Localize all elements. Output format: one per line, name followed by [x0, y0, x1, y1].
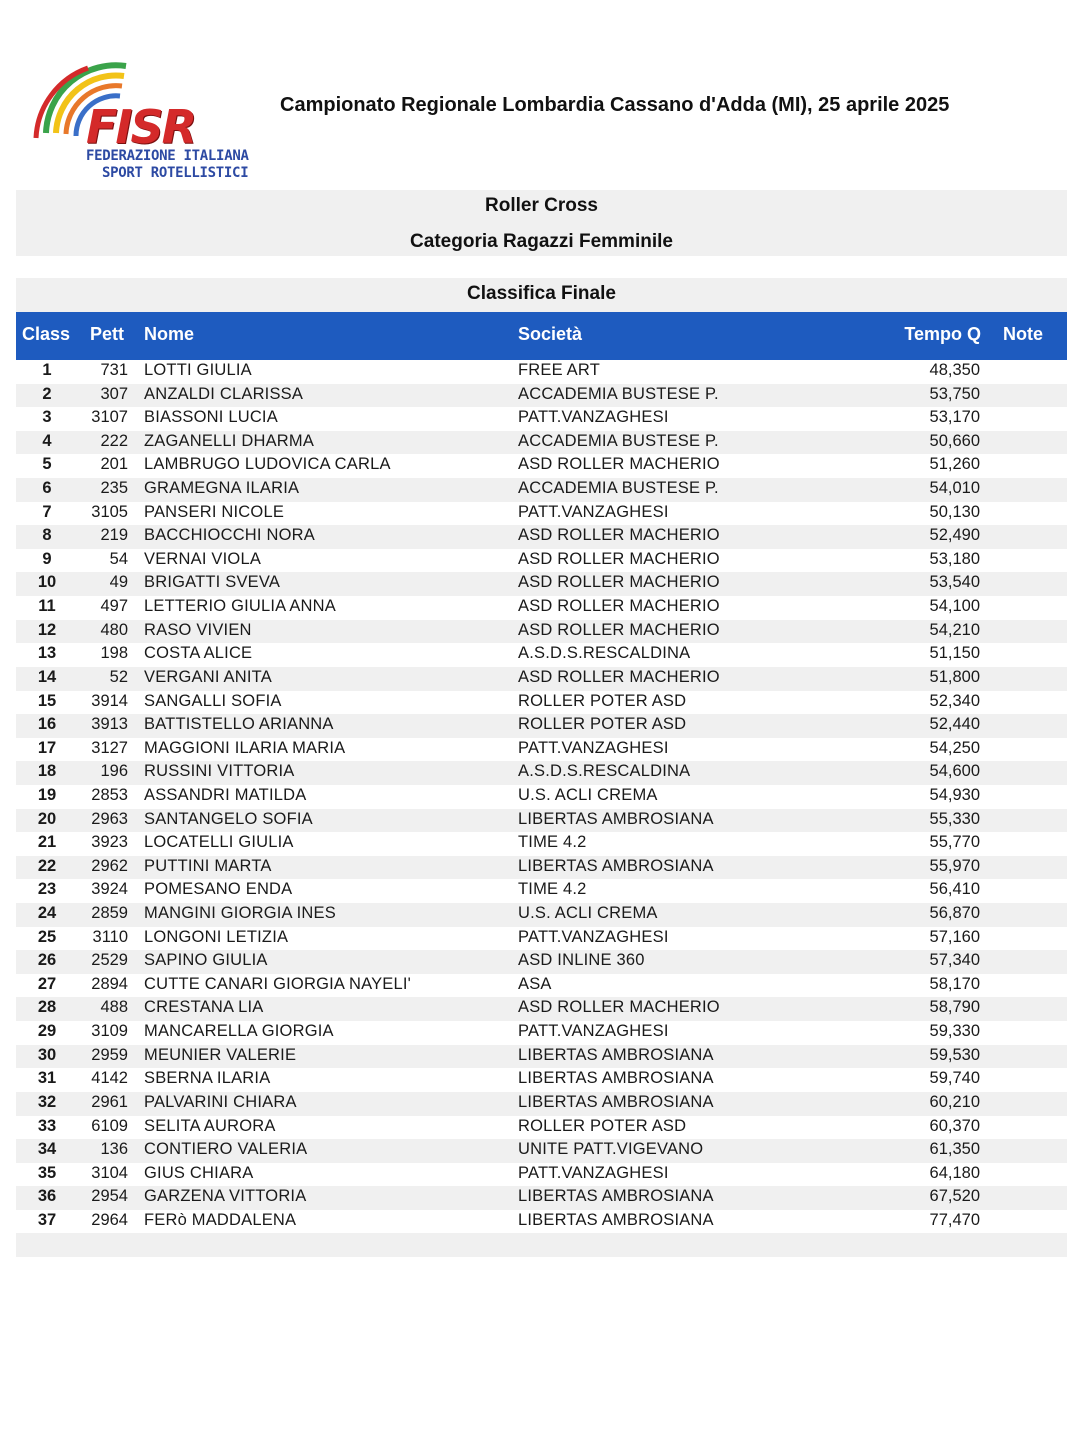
cell-nome: PUTTINI MARTA — [144, 856, 272, 875]
cell-nome: ASSANDRI MATILDA — [144, 785, 307, 804]
table-row — [16, 974, 1067, 998]
table-row — [16, 454, 1067, 478]
cell-nome: SANTANGELO SOFIA — [144, 809, 313, 828]
cell-nome: MEUNIER VALERIE — [144, 1045, 297, 1064]
table-row — [16, 572, 1067, 596]
cell-societa: ASD ROLLER MACHERIO — [518, 667, 720, 686]
table-row — [16, 832, 1067, 856]
cell-pett: 2529 — [91, 951, 128, 970]
cell-class: 32 — [37, 1092, 57, 1111]
table-row — [16, 1210, 1067, 1234]
cell-societa: ROLLER POTER ASD — [518, 691, 687, 710]
cell-pett: 488 — [100, 998, 128, 1017]
cell-societa: PATT.VANZAGHESI — [518, 502, 669, 521]
table-row — [16, 856, 1067, 880]
cell-societa: LIBERTAS AMBROSIANA — [518, 856, 714, 875]
cell-tempo: 55,330 — [929, 809, 980, 828]
logo-text — [28, 58, 249, 186]
column-header-societa: Società — [518, 324, 583, 344]
table-row — [16, 643, 1067, 667]
cell-pett: 3105 — [91, 502, 128, 521]
cell-class: 21 — [37, 833, 57, 852]
table-row — [16, 407, 1067, 431]
cell-tempo: 57,160 — [929, 927, 980, 946]
cell-pett: 3110 — [92, 927, 128, 946]
column-header-tempo: Tempo Q — [904, 324, 981, 344]
table-row — [16, 1021, 1067, 1045]
cell-societa: ASD ROLLER MACHERIO — [518, 597, 720, 616]
cell-nome: PALVARINI CHIARA — [144, 1092, 297, 1111]
table-row — [16, 1092, 1067, 1116]
cell-pett: 3104 — [91, 1163, 128, 1182]
cell-nome: BIASSONI LUCIA — [144, 408, 278, 427]
cell-nome: SAPINO GIULIA — [144, 951, 268, 970]
logo-abbr: FISR — [86, 100, 196, 154]
cell-class: 34 — [37, 1140, 57, 1159]
cell-societa: LIBERTAS AMBROSIANA — [518, 1092, 714, 1111]
cell-societa: A.S.D.S.RESCALDINA — [518, 762, 691, 781]
cell-pett: 3109 — [91, 1022, 128, 1041]
event-title: Campionato Regionale Lombardia Cassano d'Adda (MI), 25 aprile 2025 — [280, 94, 950, 116]
cell-nome: CONTIERO VALERIA — [144, 1140, 308, 1159]
table-row — [16, 761, 1067, 785]
table-row — [16, 785, 1067, 809]
cell-class: 20 — [37, 809, 57, 828]
cell-nome: CRESTANA LIA — [144, 998, 264, 1017]
cell-tempo: 60,370 — [929, 1116, 980, 1135]
column-header-nome: Nome — [144, 324, 195, 344]
cell-pett: 49 — [109, 573, 128, 592]
cell-pett: 2894 — [91, 974, 128, 993]
cell-nome: LOCATELLI GIULIA — [144, 833, 294, 852]
cell-pett: 2961 — [91, 1092, 128, 1111]
cell-class: 15 — [37, 691, 57, 710]
cell-class: 4 — [42, 431, 52, 450]
cell-tempo: 77,470 — [929, 1210, 980, 1229]
category-box — [16, 190, 1067, 256]
cell-nome: VERGANI ANITA — [144, 667, 272, 686]
cell-class: 24 — [37, 904, 57, 923]
table-row — [16, 1116, 1067, 1140]
cell-nome: RUSSINI VITTORIA — [144, 762, 295, 781]
cell-nome: MAGGIONI ILARIA MARIA — [144, 738, 346, 757]
cell-nome: SANGALLI SOFIA — [144, 691, 282, 710]
cell-nome: ANZALDI CLARISSA — [144, 384, 304, 403]
cell-societa: ASD ROLLER MACHERIO — [518, 549, 720, 568]
cell-societa: ASD INLINE 360 — [518, 951, 645, 970]
cell-class: 3 — [42, 408, 52, 427]
table-header — [16, 312, 1067, 360]
table-row — [16, 620, 1067, 644]
cell-nome: LOTTI GIULIA — [144, 361, 252, 379]
cell-societa: PATT.VANZAGHESI — [518, 1022, 669, 1041]
cell-societa: PATT.VANZAGHESI — [518, 1163, 669, 1182]
cell-societa: ASD ROLLER MACHERIO — [518, 526, 720, 545]
cell-tempo: 61,350 — [929, 1140, 980, 1159]
cell-class: 13 — [37, 644, 57, 663]
cell-pett: 219 — [100, 526, 128, 545]
cell-pett: 196 — [100, 762, 128, 781]
cell-tempo: 64,180 — [929, 1163, 980, 1182]
table-row — [16, 903, 1067, 927]
cell-societa: ROLLER POTER ASD — [518, 715, 687, 734]
cell-class: 16 — [37, 715, 57, 734]
cell-tempo: 53,180 — [929, 549, 980, 568]
cell-nome: POMESANO ENDA — [144, 880, 293, 899]
table-row — [16, 525, 1067, 549]
cell-class: 33 — [37, 1116, 57, 1135]
cell-pett: 2954 — [91, 1187, 128, 1206]
cell-societa: U.S. ACLI CREMA — [518, 785, 658, 804]
cell-societa: U.S. ACLI CREMA — [518, 904, 658, 923]
cell-tempo: 58,790 — [929, 998, 980, 1017]
cell-nome: LETTERIO GIULIA ANNA — [144, 597, 336, 616]
cell-class: 29 — [37, 1022, 57, 1041]
cell-societa: LIBERTAS AMBROSIANA — [518, 1069, 714, 1088]
cell-societa: ASA — [518, 974, 552, 993]
cell-tempo: 54,930 — [929, 785, 980, 804]
table-row — [16, 384, 1067, 408]
table-row — [16, 997, 1067, 1021]
cell-pett: 731 — [100, 361, 128, 379]
results-table-body — [16, 360, 1067, 1234]
cell-pett: 2859 — [91, 904, 128, 923]
cell-tempo: 67,520 — [929, 1187, 980, 1206]
table-row — [16, 879, 1067, 903]
cell-pett: 2962 — [91, 856, 128, 875]
cell-pett: 3923 — [91, 833, 128, 852]
table-row — [16, 1139, 1067, 1163]
cell-pett: 497 — [100, 597, 128, 616]
cell-pett: 4142 — [91, 1069, 128, 1088]
cell-class: 2 — [42, 384, 52, 403]
cell-tempo: 55,970 — [929, 856, 980, 875]
cell-pett: 2853 — [91, 785, 128, 804]
cell-class: 36 — [37, 1187, 57, 1206]
table-row — [16, 1045, 1067, 1069]
cell-pett: 3913 — [91, 715, 128, 734]
cell-societa: ASD ROLLER MACHERIO — [518, 620, 720, 639]
cell-societa: ASD ROLLER MACHERIO — [518, 998, 720, 1017]
cell-tempo: 50,660 — [929, 431, 980, 450]
cell-pett: 3924 — [91, 880, 128, 899]
cell-class: 22 — [37, 856, 57, 875]
cell-nome: SELITA AURORA — [144, 1116, 276, 1135]
cell-class: 31 — [37, 1069, 57, 1088]
cell-tempo: 54,210 — [929, 620, 980, 639]
cell-nome: GIUS CHIARA — [144, 1163, 254, 1182]
table-row — [16, 738, 1067, 762]
cell-tempo: 52,340 — [929, 691, 980, 710]
cell-societa: TIME 4.2 — [518, 880, 587, 899]
cell-pett: 52 — [109, 667, 128, 686]
cell-class: 19 — [37, 785, 57, 804]
cell-tempo: 54,010 — [929, 479, 980, 498]
cell-class: 17 — [37, 738, 57, 757]
cell-societa: TIME 4.2 — [518, 833, 587, 852]
cell-class: 12 — [37, 620, 57, 639]
table-row — [16, 549, 1067, 573]
cell-pett: 222 — [100, 431, 128, 450]
cell-societa: LIBERTAS AMBROSIANA — [518, 809, 714, 828]
table-row — [16, 691, 1067, 715]
table-row — [16, 360, 1067, 384]
logo-line-federation: FEDERAZIONE ITALIANA — [86, 148, 249, 164]
cell-nome: ZAGANELLI DHARMA — [144, 431, 315, 450]
category-title: Categoria Ragazzi Femminile — [410, 231, 673, 252]
cell-class: 26 — [37, 951, 57, 970]
table-row — [16, 502, 1067, 526]
cell-tempo: 51,260 — [929, 455, 980, 474]
cell-tempo: 50,130 — [929, 502, 980, 521]
cell-class: 8 — [42, 526, 52, 545]
cell-tempo: 57,340 — [929, 951, 980, 970]
cell-class: 7 — [42, 502, 52, 521]
table-row — [16, 927, 1067, 951]
cell-societa: LIBERTAS AMBROSIANA — [518, 1210, 714, 1229]
cell-pett: 3107 — [91, 408, 128, 427]
cell-nome: MANGINI GIORGIA INES — [144, 904, 336, 923]
discipline-title: Roller Cross — [485, 195, 598, 216]
cell-societa: UNITE PATT.VIGEVANO — [518, 1140, 704, 1159]
cell-tempo: 60,210 — [929, 1092, 980, 1111]
cell-nome: MANCARELLA GIORGIA — [144, 1022, 334, 1041]
cell-pett: 235 — [100, 479, 128, 498]
table-row — [16, 809, 1067, 833]
cell-tempo: 48,350 — [929, 361, 980, 379]
table-row — [16, 596, 1067, 620]
ranking-title: Classifica Finale — [467, 283, 616, 304]
cell-nome: SBERNA ILARIA — [144, 1069, 271, 1088]
table-footer-band — [16, 1233, 1067, 1257]
cell-class: 6 — [42, 479, 52, 498]
cell-pett: 201 — [100, 455, 128, 474]
cell-pett: 136 — [100, 1140, 128, 1159]
cell-tempo: 52,440 — [929, 715, 980, 734]
cell-societa: ASD ROLLER MACHERIO — [518, 573, 720, 592]
cell-pett: 198 — [100, 644, 128, 663]
table-row — [16, 478, 1067, 502]
column-header-pett: Pett — [90, 324, 125, 344]
cell-societa: PATT.VANZAGHESI — [518, 927, 669, 946]
cell-tempo: 59,740 — [929, 1069, 980, 1088]
cell-class: 25 — [37, 927, 57, 946]
cell-class: 23 — [37, 880, 57, 899]
cell-tempo: 54,100 — [929, 597, 980, 616]
cell-pett: 2964 — [91, 1210, 128, 1229]
cell-societa: ACCADEMIA BUSTESE P. — [518, 384, 719, 403]
cell-nome: BATTISTELLO ARIANNA — [144, 715, 334, 734]
cell-societa: PATT.VANZAGHESI — [518, 738, 669, 757]
cell-tempo: 56,870 — [929, 904, 980, 923]
cell-nome: VERNAI VIOLA — [144, 549, 262, 568]
cell-nome: GARZENA VITTORIA — [144, 1187, 307, 1206]
cell-tempo: 52,490 — [929, 526, 980, 545]
table-row — [16, 431, 1067, 455]
cell-tempo: 55,770 — [929, 833, 980, 852]
cell-pett: 2963 — [91, 809, 128, 828]
cell-tempo: 56,410 — [929, 880, 980, 899]
cell-societa: PATT.VANZAGHESI — [518, 408, 669, 427]
cell-class: 37 — [37, 1210, 57, 1229]
cell-tempo: 53,170 — [929, 408, 980, 427]
cell-class: 1 — [42, 361, 52, 379]
cell-nome: LAMBRUGO LUDOVICA CARLA — [144, 455, 391, 474]
cell-tempo: 59,330 — [929, 1022, 980, 1041]
column-header-note: Note — [1003, 324, 1043, 344]
cell-nome: FERò MADDALENA — [144, 1210, 297, 1229]
cell-nome: COSTA ALICE — [144, 644, 253, 663]
cell-nome: PANSERI NICOLE — [144, 502, 285, 521]
cell-class: 5 — [42, 455, 52, 474]
cell-pett: 307 — [100, 384, 128, 403]
cell-pett: 2959 — [91, 1045, 128, 1064]
fisr-logo — [28, 58, 249, 186]
cell-societa: LIBERTAS AMBROSIANA — [518, 1045, 714, 1064]
logo-line-sport: SPORT ROTELLISTICI — [102, 165, 249, 181]
table-row — [16, 714, 1067, 738]
cell-class: 14 — [37, 667, 57, 686]
cell-class: 35 — [37, 1163, 57, 1182]
cell-nome: LONGONI LETIZIA — [144, 927, 289, 946]
cell-tempo: 59,530 — [929, 1045, 980, 1064]
cell-tempo: 58,170 — [929, 974, 980, 993]
ranking-title-box — [16, 278, 1067, 312]
cell-tempo: 53,540 — [929, 573, 980, 592]
table-row — [16, 950, 1067, 974]
table-row — [16, 1186, 1067, 1210]
cell-class: 11 — [38, 597, 56, 616]
cell-nome: GRAMEGNA ILARIA — [144, 479, 300, 498]
cell-class: 28 — [37, 998, 57, 1017]
cell-societa: FREE ART — [518, 361, 600, 379]
cell-societa: ACCADEMIA BUSTESE P. — [518, 431, 719, 450]
cell-tempo: 54,250 — [929, 738, 980, 757]
table-row — [16, 1163, 1067, 1187]
table-row — [16, 1068, 1067, 1092]
cell-class: 30 — [37, 1045, 57, 1064]
cell-nome: RASO VIVIEN — [144, 620, 252, 639]
column-header-class: Class — [22, 324, 71, 344]
cell-pett: 3914 — [91, 691, 128, 710]
cell-societa: ASD ROLLER MACHERIO — [518, 455, 720, 474]
cell-pett: 54 — [109, 549, 128, 568]
cell-class: 10 — [37, 573, 57, 592]
cell-class: 9 — [42, 549, 52, 568]
cell-nome: CUTTE CANARI GIORGIA NAYELI' — [144, 974, 411, 993]
cell-societa: A.S.D.S.RESCALDINA — [518, 644, 691, 663]
cell-class: 18 — [37, 762, 57, 781]
cell-tempo: 51,800 — [929, 667, 980, 686]
cell-nome: BRIGATTI SVEVA — [144, 573, 281, 592]
cell-pett: 3127 — [91, 738, 128, 757]
table-row — [16, 667, 1067, 691]
cell-societa: ROLLER POTER ASD — [518, 1116, 687, 1135]
cell-pett: 480 — [100, 620, 128, 639]
cell-tempo: 51,150 — [929, 644, 980, 663]
cell-pett: 6109 — [91, 1116, 128, 1135]
cell-class: 27 — [37, 974, 57, 993]
cell-tempo: 54,600 — [929, 762, 980, 781]
cell-societa: ACCADEMIA BUSTESE P. — [518, 479, 719, 498]
cell-nome: BACCHIOCCHI NORA — [144, 526, 315, 545]
cell-societa: LIBERTAS AMBROSIANA — [518, 1187, 714, 1206]
cell-tempo: 53,750 — [929, 384, 980, 403]
